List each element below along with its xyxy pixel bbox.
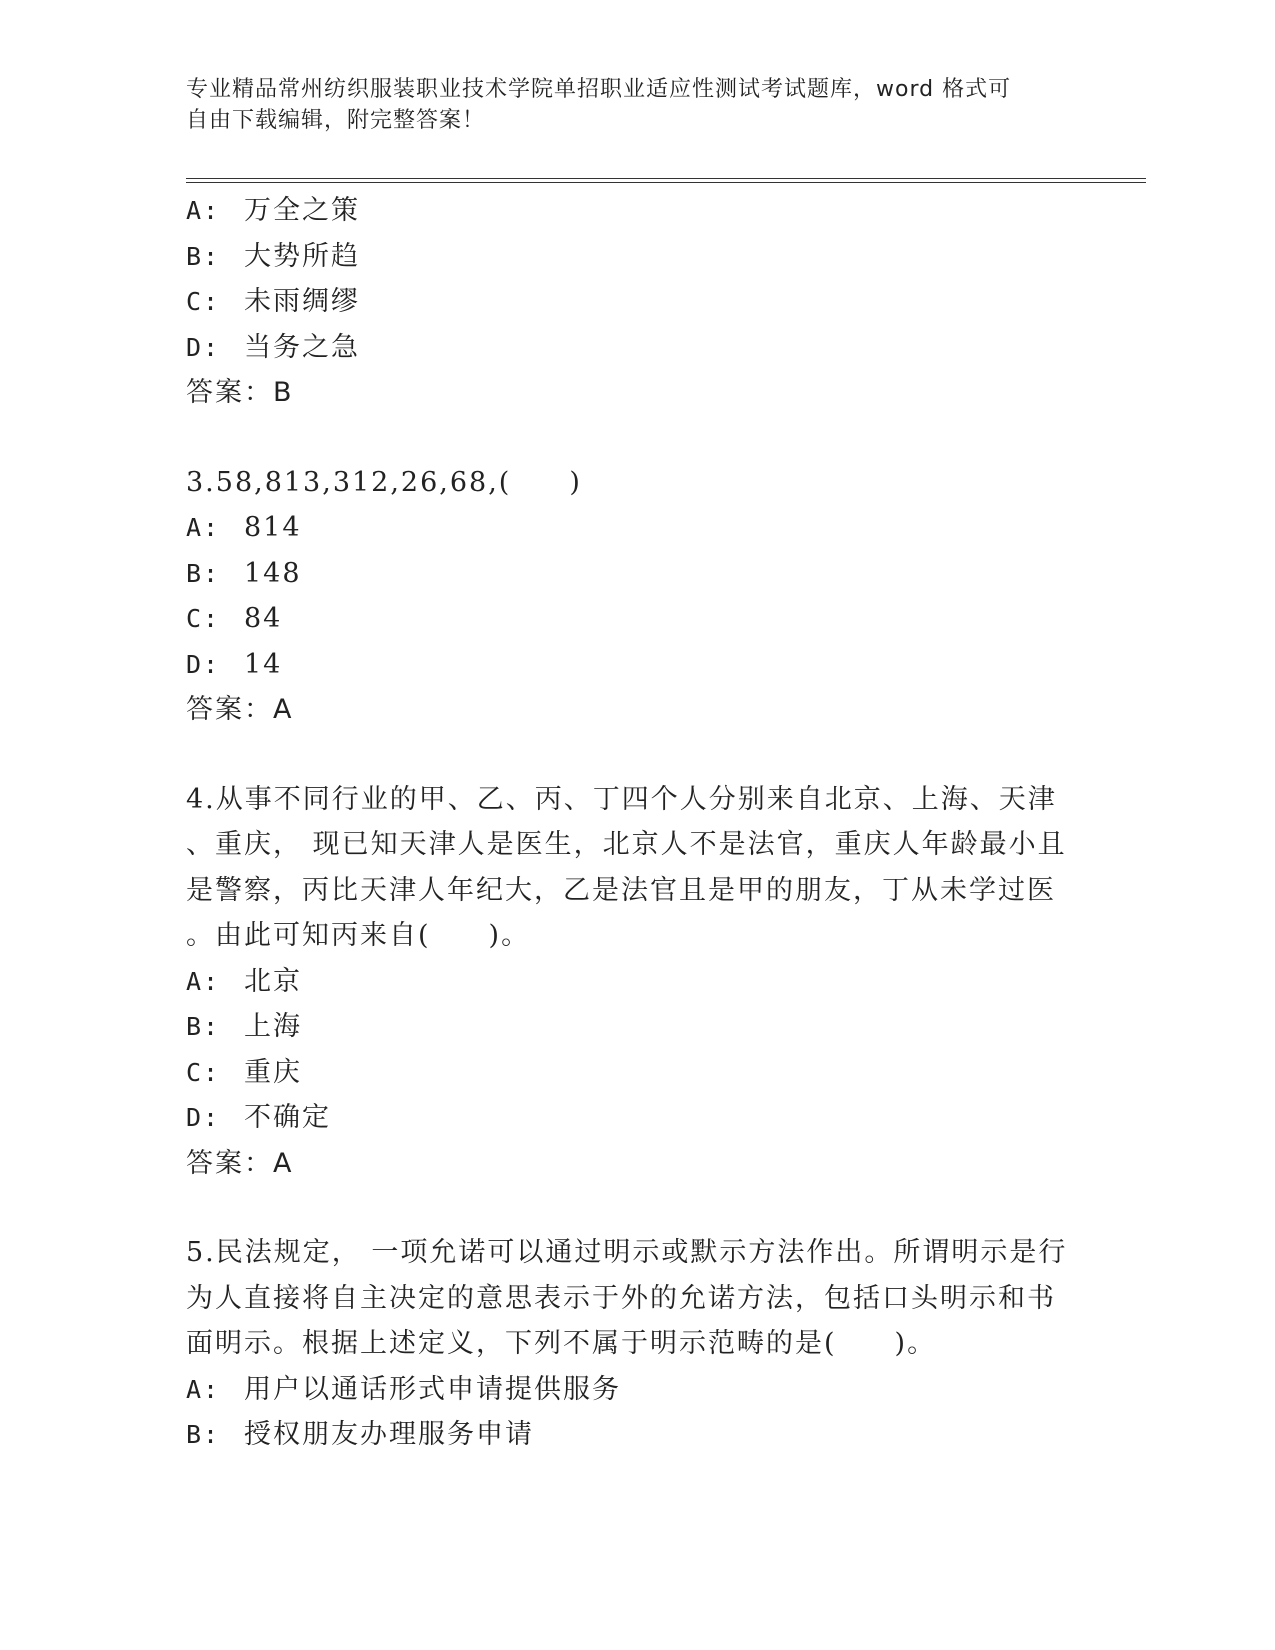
option-text: 148 — [244, 557, 302, 589]
spacer — [186, 733, 1086, 777]
option-label: B: — [186, 558, 221, 588]
header-line-1: 专业精品常州纺织服装职业技术学院单招职业适应性测试考试题库，word 格式可 — [186, 77, 1012, 102]
question-4 — [186, 777, 1086, 1187]
header-line-2: 自由下载编辑，附完整答案！ — [186, 108, 486, 133]
option-text: 当务之急 — [244, 331, 360, 363]
option-text: 用户以通话形式申请提供服务 — [244, 1373, 621, 1405]
option-c — [186, 596, 1086, 642]
option-d — [186, 642, 1086, 688]
option-label: A: — [186, 513, 221, 542]
question-2 — [186, 188, 1086, 416]
spacer — [186, 416, 1086, 460]
page-header — [186, 74, 1066, 136]
option-text: 万全之策 — [244, 195, 360, 226]
question-line: 4.从事不同行业的甲、乙、丙、丁四个人分别来自北京、上海、天津 — [186, 783, 1057, 815]
option-text: 授权朋友办理服务申请 — [244, 1419, 534, 1450]
option-text: 14 — [244, 648, 283, 680]
question-5 — [186, 1230, 1086, 1458]
option-d — [186, 325, 1086, 371]
question-line: 。由此可知丙来自( )。 — [186, 920, 531, 951]
question-line: 面明示。根据上述定义，下列不属于明示范畴的是( )。 — [186, 1328, 937, 1359]
option-a — [186, 959, 1086, 1005]
option-label: B: — [186, 1420, 221, 1449]
option-a — [186, 505, 1086, 551]
option-text: 不确定 — [244, 1102, 331, 1133]
option-label: C: — [186, 1057, 221, 1087]
option-d — [186, 1095, 1086, 1141]
option-a — [186, 1367, 1086, 1413]
option-text: 北京 — [244, 965, 302, 997]
option-label: A: — [186, 966, 221, 996]
question-line: 是警察，丙比天津人年纪大，乙是法官且是甲的朋友，丁从未学过医 — [186, 874, 1056, 906]
option-label: D: — [186, 1103, 221, 1132]
option-label: B: — [186, 241, 221, 271]
option-text: 814 — [244, 512, 302, 543]
option-b — [186, 1412, 1086, 1458]
option-text: 大势所趋 — [244, 240, 360, 272]
header-rule-top — [186, 178, 1146, 179]
question-3 — [186, 460, 1086, 733]
question-text — [186, 777, 1086, 959]
option-text: 84 — [244, 603, 283, 634]
option-text: 重庆 — [244, 1056, 302, 1088]
option-c — [186, 1050, 1086, 1096]
question-line: 为人直接将自主决定的意思表示于外的允诺方法，包括口头明示和书 — [186, 1282, 1056, 1314]
option-b — [186, 551, 1086, 597]
option-text: 上海 — [244, 1011, 302, 1042]
question-text — [186, 1230, 1086, 1367]
question-line: 、重庆， 现已知天津人是医生，北京人不是法官，重庆人年龄最小且 — [186, 829, 1067, 860]
option-b — [186, 234, 1086, 280]
option-label: D: — [186, 332, 221, 362]
option-c — [186, 279, 1086, 325]
header-rule-bottom — [186, 182, 1146, 183]
option-label: A: — [186, 1374, 221, 1404]
option-b — [186, 1004, 1086, 1050]
option-a — [186, 188, 1086, 234]
answer-line: 答案：B — [186, 377, 294, 408]
option-label: C: — [186, 287, 221, 316]
spacer — [186, 1186, 1086, 1230]
option-label: C: — [186, 604, 221, 633]
answer-line: 答案：A — [186, 694, 294, 725]
question-text: 3.58,813,312,26,68,( ) — [186, 466, 582, 498]
answer-line: 答案：A — [186, 1147, 294, 1179]
option-label: D: — [186, 649, 221, 679]
option-label: A: — [186, 196, 221, 225]
document-body — [186, 188, 1086, 1458]
option-label: B: — [186, 1012, 221, 1041]
question-line: 5.民法规定， 一项允诺可以通过明示或默示方法作出。所谓明示是行 — [186, 1237, 1068, 1268]
option-text: 未雨绸缪 — [244, 286, 360, 317]
